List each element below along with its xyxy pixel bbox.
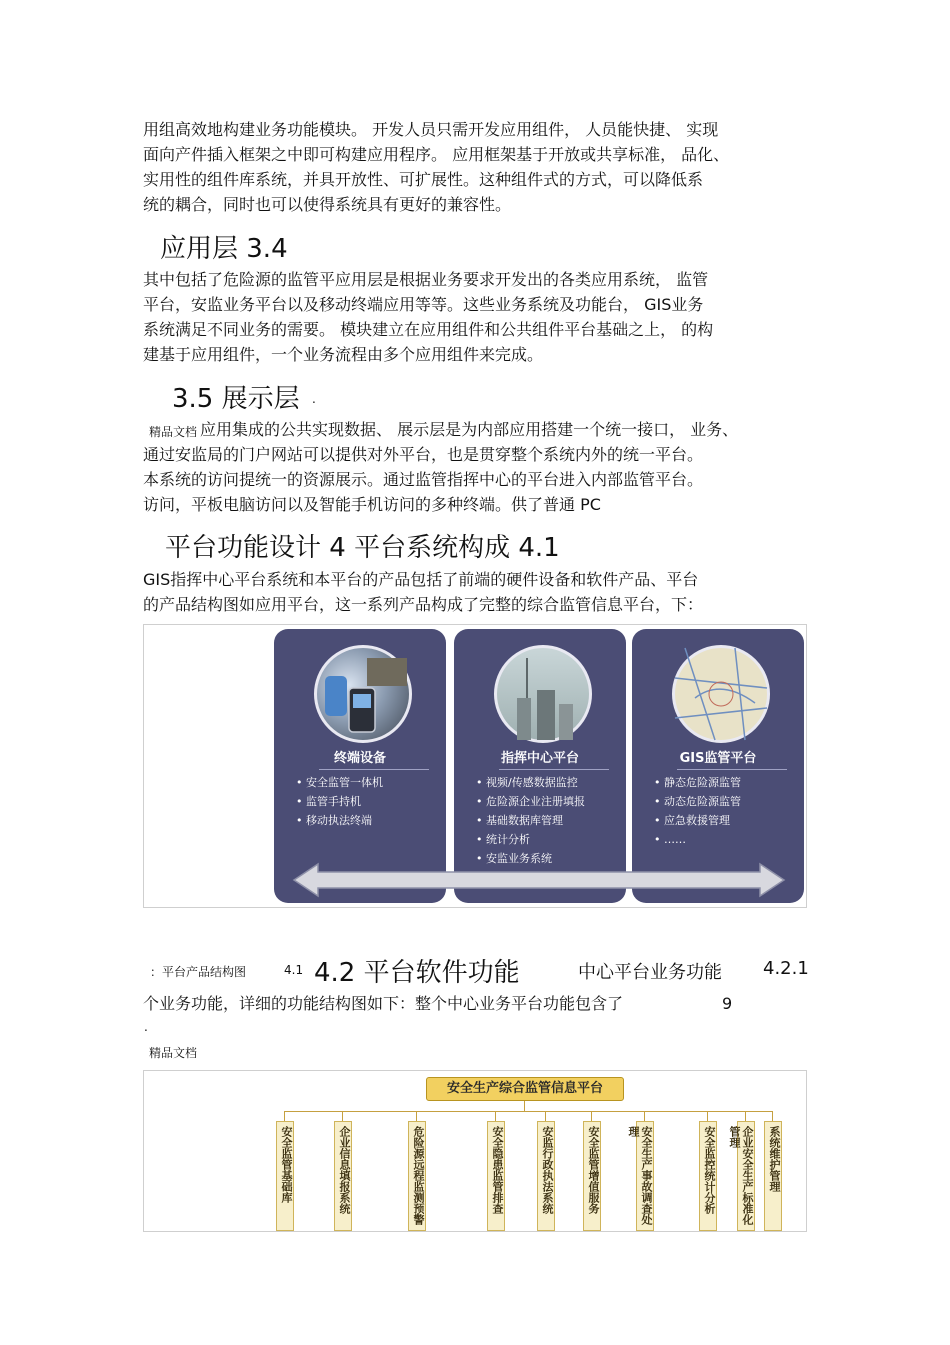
panel-command-center <box>454 629 626 903</box>
watermark-2: 精品文档 <box>149 1046 198 1060</box>
p42-line: 个业务功能，详细的功能结构图如下：整个中心业务平台功能包含了 <box>143 994 624 1013</box>
p34-line-3: 系统满足不同业务的需要。 模块建立在应用组件和公共组件平台基础之上， 的构 <box>143 320 714 339</box>
module-box: 企业安全生产标准化管理 <box>737 1121 755 1231</box>
list-item: • 安全监管一体机 <box>296 773 383 792</box>
panel-command-center-divider <box>499 769 609 770</box>
platform-root-box: 安全生产综合监管信息平台 <box>426 1077 624 1101</box>
panel-gis-title: GIS监管平台 <box>679 751 757 766</box>
connector <box>591 1111 592 1121</box>
panel-gis <box>632 629 804 903</box>
panel-gis-divider <box>677 769 787 770</box>
module-box: 安全监管基础库 <box>276 1121 294 1231</box>
p42-count: 9 <box>722 994 733 1013</box>
figure-caption: ：平台产品结构图 <box>150 965 247 979</box>
panel-terminal <box>274 629 446 903</box>
connector <box>745 1111 746 1121</box>
module-box: 企业信息填报系统 <box>334 1121 352 1231</box>
list-item: • …… <box>654 830 741 849</box>
panel-command-center-title: 指挥中心平台 <box>500 751 579 766</box>
module-box: 安全隐患监管排查 <box>487 1121 505 1231</box>
root-connector <box>524 1101 525 1111</box>
heading-4-2: 4.2 平台软件功能 <box>314 958 520 988</box>
module-box: 系统维护管理 <box>764 1121 782 1231</box>
p35-line-3: 本系统的访问提统一的资源展示。通过监管指挥中心的平台进入内部监管平台。 <box>143 470 704 489</box>
panel-gis-list <box>654 773 741 849</box>
module-box: 安全监管增值服务 <box>583 1121 601 1231</box>
terminal-device-image <box>314 645 412 743</box>
connector <box>644 1111 645 1121</box>
heading-3-4: 应用层 3.4 <box>160 234 288 264</box>
intro-line-3: 实用性的组件库系统，并具开放性、可扩展性。这种组件式的方式，可以降低系 <box>143 170 704 189</box>
heading-4: 平台功能设计 4 平台系统构成 4.1 <box>165 533 560 563</box>
list-item: • 统计分析 <box>476 830 585 849</box>
panel-terminal-list <box>296 773 383 830</box>
connector <box>284 1111 285 1121</box>
p35-line-1: 应用集成的公共实现数据、 展示层是为内部应用搭建一个统一接口， 业务、 <box>200 420 739 439</box>
list-item: • 基础数据库管理 <box>476 811 585 830</box>
list-item: • 应急救援管理 <box>654 811 741 830</box>
p4-line-1: GIS指挥中心平台系统和本平台的产品包括了前端的硬件设备和软件产品、平台 <box>143 570 699 589</box>
heading-4-2-1: 4.2.1 <box>763 958 809 979</box>
list-item: • 安监业务系统 <box>476 849 585 868</box>
module-box: 危险源远程监测预警 <box>408 1121 426 1231</box>
p34-line-4: 建基于应用组件，一个业务流程由多个应用组件来完成。 <box>143 345 544 364</box>
p4-line-2: 的产品结构图如应用平台，这一系列产品构成了完整的综合监管信息平台，下： <box>143 595 704 614</box>
list-item: • 危险源企业注册填报 <box>476 792 585 811</box>
panel-terminal-divider <box>319 769 429 770</box>
connector <box>416 1111 417 1121</box>
double-arrow-icon <box>294 863 784 897</box>
intro-line-2: 面向产件插入框架之中即可构建应用程序。 应用框架基于开放或共享标准， 品化、 <box>143 145 730 164</box>
connector <box>495 1111 496 1121</box>
p34-line-2: 平台，安监业务平台以及移动终端应用等等。这些业务系统及功能台， GIS业务 <box>143 295 704 314</box>
list-item: • 视频/传感数据监控 <box>476 773 585 792</box>
figure-number: 4.1 <box>284 963 304 977</box>
p34-line-1: 其中包括了危险源的监管平应用层是根据业务要求开发出的各类应用系统， 监管 <box>143 270 709 289</box>
intro-line-4: 统的耦合，同时也可以使得系统具有更好的兼容性。 <box>143 195 512 214</box>
branch-line <box>284 1111 772 1112</box>
heading-center-business: 中心平台业务功能 <box>578 962 722 983</box>
panel-terminal-title: 终端设备 <box>333 751 386 766</box>
connector <box>342 1111 343 1121</box>
list-item: • 监管手持机 <box>296 792 383 811</box>
watermark-1: 精品文档 <box>149 425 198 439</box>
p35-line-2: 通过安监局的门户网站可以提供对外平台，也是贯穿整个系统内外的统一平台。 <box>143 445 704 464</box>
p35-line-4: 访问，平板电脑访问以及智能手机访问的多种终端。供了普通 PC <box>143 495 601 514</box>
command-center-image <box>494 645 592 743</box>
heading-3-5: 3.5 展示层 <box>172 384 300 414</box>
connector <box>707 1111 708 1121</box>
list-item: • 静态危险源监管 <box>654 773 741 792</box>
product-structure-figure <box>143 624 807 908</box>
connector <box>545 1111 546 1121</box>
module-box: 安监行政执法系统 <box>537 1121 555 1231</box>
list-item: • 动态危险源监管 <box>654 792 741 811</box>
heading-dot: . <box>312 392 316 406</box>
gis-map-image <box>672 645 770 743</box>
module-box: 安全监控统计分析 <box>699 1121 717 1231</box>
module-box: 安全生产事故调查处理 <box>636 1121 654 1231</box>
list-item: • 移动执法终端 <box>296 811 383 830</box>
dot-marker: . <box>144 1020 148 1034</box>
connector <box>772 1111 773 1121</box>
function-structure-figure <box>143 1070 807 1232</box>
intro-line-1: 用组高效地构建业务功能模块。 开发人员只需开发应用组件， 人员能快捷、 实现 <box>143 120 719 139</box>
